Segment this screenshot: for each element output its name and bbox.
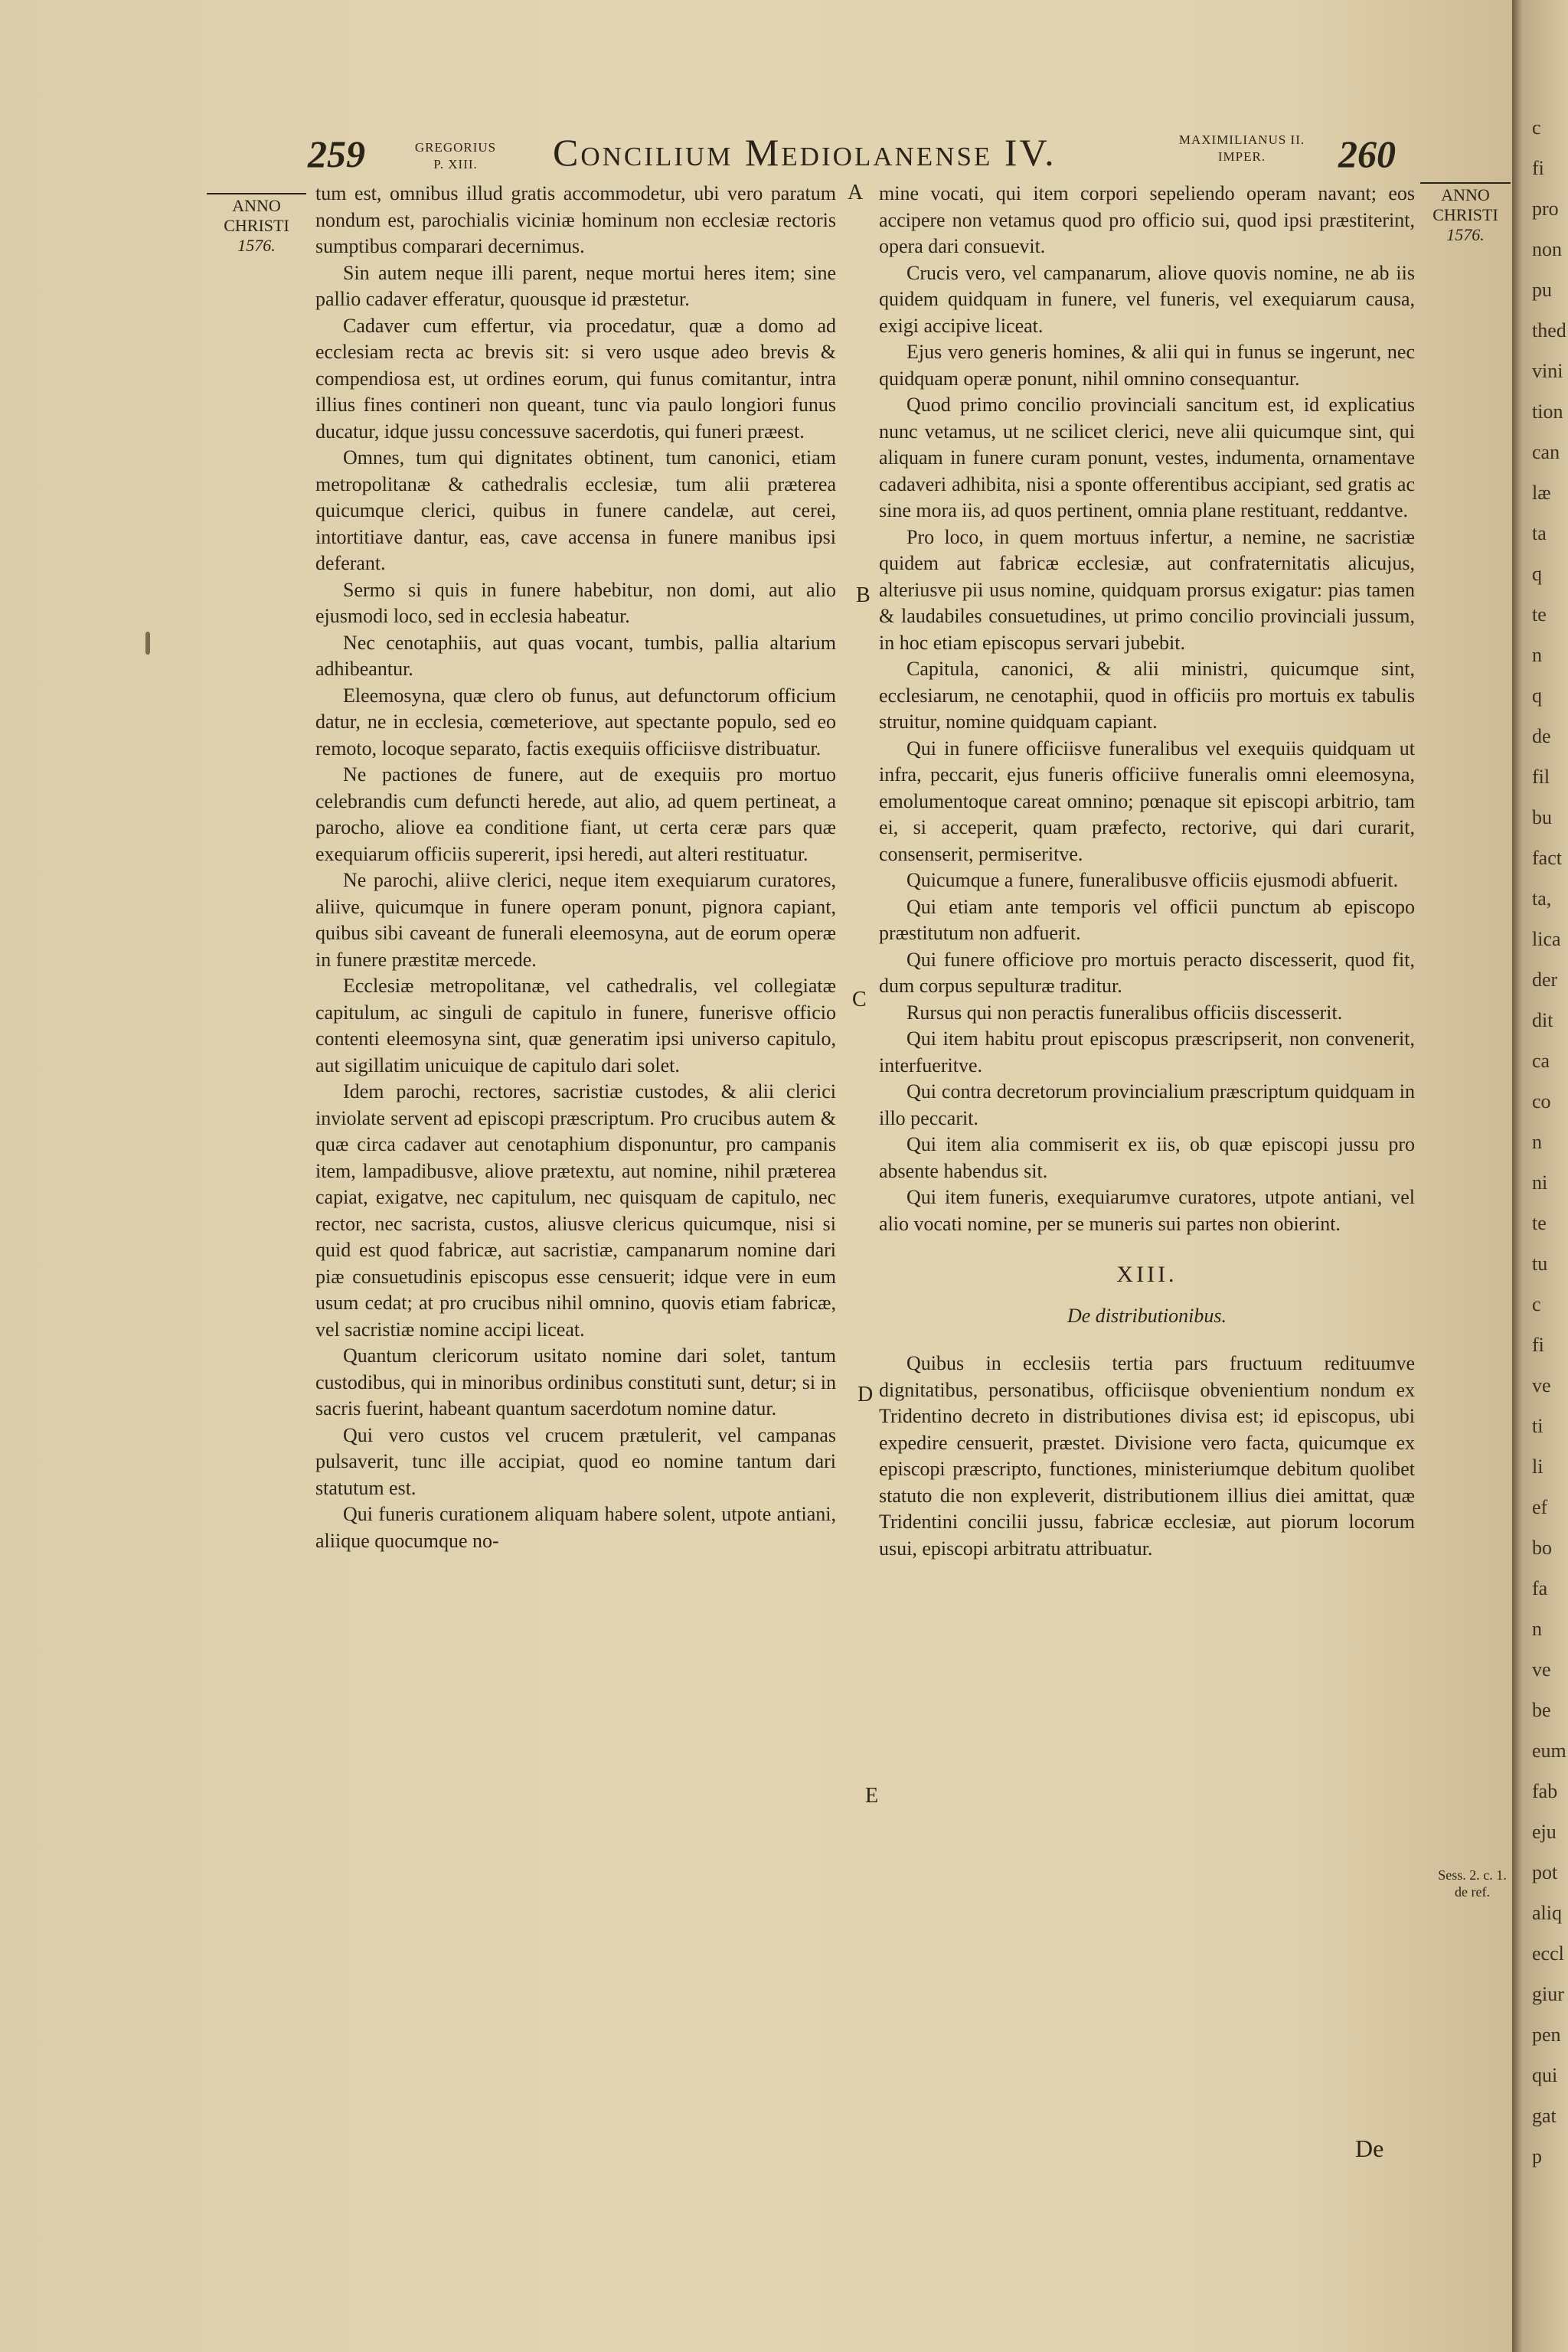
running-header xyxy=(0,129,1512,182)
next-page-fragment: vini xyxy=(1532,360,1563,382)
paragraph: Qui item funeris, exequiarumve curatores, utpote antiani, vel alio vocati nomine, per se muneris sui partes non obierint. xyxy=(879,1186,1415,1235)
next-page-fragment: thed xyxy=(1532,319,1566,341)
right-running-head xyxy=(1142,132,1341,165)
next-page-fragment: eju xyxy=(1532,1821,1557,1843)
margin-christi: CHRISTI xyxy=(1432,205,1498,224)
next-page-fragment: de xyxy=(1532,725,1551,747)
paragraph: Eleemosyna, quæ clero ob funus, aut defunctorum officium datur, ne in ecclesia, cœmeteriove, aut spectante populo, sed eo remoto, locoque separato, factis exequiis officiisve distribuatur. xyxy=(315,684,836,760)
next-page-fragment: gat xyxy=(1532,2105,1557,2127)
next-page-fragment: co xyxy=(1532,1090,1551,1112)
margin-reference xyxy=(1430,1867,1514,1900)
next-page-fragment: ni xyxy=(1532,1171,1548,1194)
paragraph: Quicumque a funere, funeralibusve officiis ejusmodi abfuerit. xyxy=(906,869,1399,891)
paragraph: Omnes, tum qui dignitates obtinent, tum canonici, etiam metropolitanæ & cathedralis ecclesiæ, tum alii præterea quicumque clerici, quibus in funere candelæ, aut cerei, intortitiave dantur, eas, cave accensa in funere manibus ipsi deferant. xyxy=(315,446,836,574)
running-head-emperor: MAXIMILIANUS II. xyxy=(1178,132,1305,147)
next-page-fragment: non xyxy=(1532,238,1562,260)
next-page-fragment: pro xyxy=(1532,198,1559,220)
next-page-fragment: eum xyxy=(1532,1740,1566,1762)
paragraph: Cadaver cum effertur, via procedatur, quæ a domo ad ecclesiam recta ac brevis sit: si vero usque adeo brevis & compendiosa est, ut ordines eorum, qui funus comitantur, intra illius fines contineri non queant, tunc via paulo longiori funus ducatur, idque jussu concessuve sacerdotis, qui funeri præest. xyxy=(315,314,836,443)
next-page-fragment: ve xyxy=(1532,1658,1551,1681)
next-page-edge xyxy=(1512,0,1568,2352)
next-page-fragment: pu xyxy=(1532,279,1552,301)
right-page-number: 260 xyxy=(1338,132,1396,175)
next-page-fragment: n xyxy=(1532,1131,1542,1153)
paragraph: Ejus vero generis homines, & alii qui in funus se ingerunt, nec quidquam operæ ponunt, nihil omnino consequantur. xyxy=(879,341,1415,390)
paragraph: Qui funeris curationem aliquam habere solent, utpote antiani, aliique quocumque no- xyxy=(315,1503,836,1552)
next-page-fragment: ta, xyxy=(1532,887,1552,910)
next-page-fragment: fact xyxy=(1532,847,1562,869)
next-page-fragment: te xyxy=(1532,603,1547,626)
margin-year: 1576. xyxy=(237,236,276,255)
paragraph: Nec cenotaphiis, aut quas vocant, tumbis, pallia altarium adhibeantur. xyxy=(315,631,836,680)
margin-anno: ANNO xyxy=(1441,185,1490,204)
section-paragraph: Quibus in ecclesiis tertia pars fructuum redituumve dignitatibus, personatibus, officiisque obvenientium nondum ex Tridentino decreto in distributiones divisa est; id episcopus, ubi expedire censuerit, præstet. Divisione vero facta, quicumque ex episcopi præscripto, functiones, ministeriumque debitum quolibet statuto die non expleverit, distributionem illius diei amittat, quæ Tridentini concilii jussu, fabricæ ecclesiæ, aut piorum locorum usui, episcopi arbitratu attribuatur. xyxy=(879,1352,1415,1560)
next-page-fragment: ef xyxy=(1532,1496,1548,1518)
next-page-fragment: fil xyxy=(1532,766,1550,788)
margin-note-year-left xyxy=(207,193,306,256)
next-page-fragment: ve xyxy=(1532,1374,1551,1396)
paragraph: Qui item alia commiserit ex iis, ob quæ episcopi jussu pro absente habendus sit. xyxy=(879,1133,1415,1182)
paragraph: Ne parochi, aliive clerici, neque item exequiarum curatores, aliive, quicumque in funere operam ponunt, pignora capiant, quibus sibi caveant de funerali eleemosyna, aut de eorum operæ in funere præstitæ mercede. xyxy=(315,869,836,971)
next-page-fragment: li xyxy=(1532,1455,1544,1478)
next-page-fragment: c xyxy=(1532,116,1541,139)
margin-rule xyxy=(1420,182,1511,184)
section-number: XIII. xyxy=(1116,1262,1178,1287)
next-page-fragment: ta xyxy=(1532,522,1547,544)
margin-note-year-right xyxy=(1420,182,1511,245)
paragraph: Ecclesiæ metropolitanæ, vel cathedralis, vel collegiatæ capitulum, ac singuli de capitulo in funere, funerisve officio contenti eleemosyna sint, quæ generatim ipsi universo capitulo, aut sigillatim unicuique de capitulo dari solet. xyxy=(315,975,836,1076)
paragraph: Rursus qui non peractis funeralibus officiis discesserit. xyxy=(906,1001,1343,1024)
next-page-fragment: te xyxy=(1532,1212,1547,1234)
next-page-fragment: tu xyxy=(1532,1253,1548,1275)
next-page-fragment: n xyxy=(1532,1618,1542,1640)
paragraph: Qui item habitu prout episcopus præscripserit, non convenerit, interfueritve. xyxy=(879,1027,1415,1076)
paragraph: Pro loco, in quem mortuus infertur, a nemine, ne sacristiæ quidem aut fabricæ ecclesiæ, aut confraternitatis alicujus, alteriusve pii usus nomine, quidquam prorsus exigatur: pias tamen & laudabiles consuetudines, ut primo concilio provinciali jussum, in hoc etiam episcopus servari jubebit. xyxy=(879,525,1415,654)
paragraph: mine vocati, qui item corpori sepeliendo operam navant; eos accipere non vetamus quod pro officio sui, quod ipsi præstiterint, opera dari consuevit. xyxy=(879,182,1415,257)
next-page-fragment: fi xyxy=(1532,1334,1544,1356)
section-letter-d: D xyxy=(858,1383,874,1406)
margin-reference-de-ref: de ref. xyxy=(1455,1884,1490,1900)
paragraph: Qui etiam ante temporis vel officii punctum ab episcopo præstitutum non adfuerit. xyxy=(879,895,1415,944)
section-letter-a: A xyxy=(848,181,864,204)
next-page-fragment: fa xyxy=(1532,1577,1548,1599)
section-title: De distributionibus. xyxy=(1067,1305,1227,1327)
next-page-fragment: q xyxy=(1532,684,1542,707)
next-page-fragment: eccl xyxy=(1532,1942,1564,1965)
paragraph: Quantum clericorum usitato nomine dari solet, tantum custodibus, qui in minoribus ordinibus constituti sunt, detur; si in sacris fuerint, habeant quantum sacerdotum nomine datur. xyxy=(315,1344,836,1419)
paragraph: Qui contra decretorum provincialium præscriptum quidquam in illo peccarit. xyxy=(879,1080,1415,1129)
paragraph: Capitula, canonici, & alii ministri, quicumque sint, ecclesiarum, ne cenotaphii, quod in officiis pro mortuis ex tabulis struitur, nomine quidquam capiant. xyxy=(879,658,1415,733)
page-title: Concilium Mediolanense IV. xyxy=(553,131,1057,174)
next-page-fragment: bu xyxy=(1532,806,1552,828)
left-running-head xyxy=(413,139,498,173)
next-page-fragment: bo xyxy=(1532,1537,1552,1559)
margin-year: 1576. xyxy=(1446,225,1485,244)
next-page-fragment: c xyxy=(1532,1293,1541,1315)
next-page-fragment: giur xyxy=(1532,1983,1564,2005)
next-page-fragment: der xyxy=(1532,969,1558,991)
binding-mark xyxy=(145,632,150,655)
left-page-number: 259 xyxy=(308,132,365,175)
next-page-fragment: n xyxy=(1532,644,1542,666)
margin-anno: ANNO xyxy=(232,196,281,215)
next-page-fragment: qui xyxy=(1532,2064,1558,2086)
running-head-pope-title: P. XIII. xyxy=(433,157,478,172)
paragraph: Qui in funere officiisve funeralibus vel exequiis quidquam ut infra, peccarit, ejus funeris officiive funeralis omni eleemosyna, emolumentoque careat omnino; pœnaque sit episcopi arbitrio, tam ei, si acceperit, quam præfecto, rectorive, qui dari curarit, consenserit, permiseritve. xyxy=(879,737,1415,865)
next-page-fragment: dit xyxy=(1532,1009,1553,1031)
margin-reference-session: Sess. 2. c. 1. xyxy=(1438,1867,1507,1883)
left-column xyxy=(315,181,836,1554)
paragraph: Qui funere officiove pro mortuis peracto discesserit, quod fit, dum corpus sepulturæ traditur. xyxy=(879,948,1415,997)
paragraph: Idem parochi, rectores, sacristiæ custodes, & alii clerici inviolate servent ad episcopi præscriptum. Pro crucibus autem & quæ circa cadaver aut cenotaphium disponuntur, pro campanis item, lampadibusve, aliove prætextu, aut nomine, nihil præterea capiat, exigatve, nec capitulum, nec quisquam de capitulo, nec rector, nec sacrista, custos, aliusve clericus quicumque, nisi si quid est quod fabricæ, aut sacristiæ, campanarum nomine dari piæ consuetudinis episcopus esse censuerit; idque vere in eum usum cedat; at pro crucibus nihil omnino, quovis etiam fabricæ, vel sacristiæ nomine accipi liceat. xyxy=(315,1080,836,1341)
next-page-fragment: p xyxy=(1532,2145,1542,2167)
next-page-fragment: pen xyxy=(1532,2024,1561,2046)
paragraph: Qui vero custos vel crucem prætulerit, vel campanas pulsaverit, tunc ille accipiat, quod eo nomine tantum dari statutum est. xyxy=(315,1423,836,1499)
section-letter-b: B xyxy=(856,583,871,607)
running-head-pope: GREGORIUS xyxy=(414,140,497,155)
next-page-fragment: ti xyxy=(1532,1415,1544,1437)
section-letter-c: C xyxy=(852,988,867,1011)
next-page-fragment: pot xyxy=(1532,1861,1558,1883)
next-page-fragment: be xyxy=(1532,1699,1551,1721)
paragraph: Sermo si quis in funere habebitur, non domi, aut alio ejusmodi loco, sed in ecclesia habeatur. xyxy=(315,578,836,627)
right-column xyxy=(879,181,1415,1562)
margin-rule xyxy=(207,193,306,194)
margin-christi: CHRISTI xyxy=(224,216,289,235)
next-page-fragment: can xyxy=(1532,441,1560,463)
catchword: De xyxy=(1355,2135,1384,2162)
next-page-fragment: fab xyxy=(1532,1780,1558,1802)
next-page-fragment: lica xyxy=(1532,928,1561,950)
paragraph: tum est, omnibus illud gratis accommodetur, ubi vero paratum nondum est, parochialis viciniæ hominum non ecclesiæ rectoris sumptibus comparari decernimus. xyxy=(315,182,836,257)
paragraph: Ne pactiones de funere, aut de exequiis pro mortuo celebrandis cum defuncti herede, aut alio, ad quem pertineat, a parocho, aliove ea conditione fiant, ut certa ceræ pars quæ exequiarum officiis supererit, ipsi heredi, aut alteri restituatur. xyxy=(315,763,836,865)
next-page-fragment: ca xyxy=(1532,1050,1550,1072)
next-page-fragment: q xyxy=(1532,563,1542,585)
paragraph: Crucis vero, vel campanarum, aliove quovis nomine, ne ab iis quidem quidquam in funere, vel funeris, vel exequiarum causa, exigi accipive liceat. xyxy=(879,261,1415,337)
next-page-fragment: læ xyxy=(1532,482,1551,504)
next-page-fragment: aliq xyxy=(1532,1902,1562,1924)
paragraph: Sin autem neque illi parent, neque mortui heres item; sine pallio cadaver efferatur, quousque id præstetur. xyxy=(315,261,836,310)
next-page-fragment: tion xyxy=(1532,400,1563,423)
next-page-fragment: fi xyxy=(1532,157,1544,179)
section-letter-e: E xyxy=(865,1784,879,1808)
paragraph: Quod primo concilio provinciali sancitum est, id explicatius nunc vetamus, ut ne scilicet clerici, neve alii quicumque sint, qui aliquam in funere curam ponunt, vestes, indumenta, ornamentave cadaveri adhibita, nisi a sponte offerentibus accipiant, sed gratis ac sine mora iis, ad quos pertinent, omnia plane restituant, reddantve. xyxy=(879,394,1415,521)
running-head-emperor-title: IMPER. xyxy=(1217,149,1266,164)
